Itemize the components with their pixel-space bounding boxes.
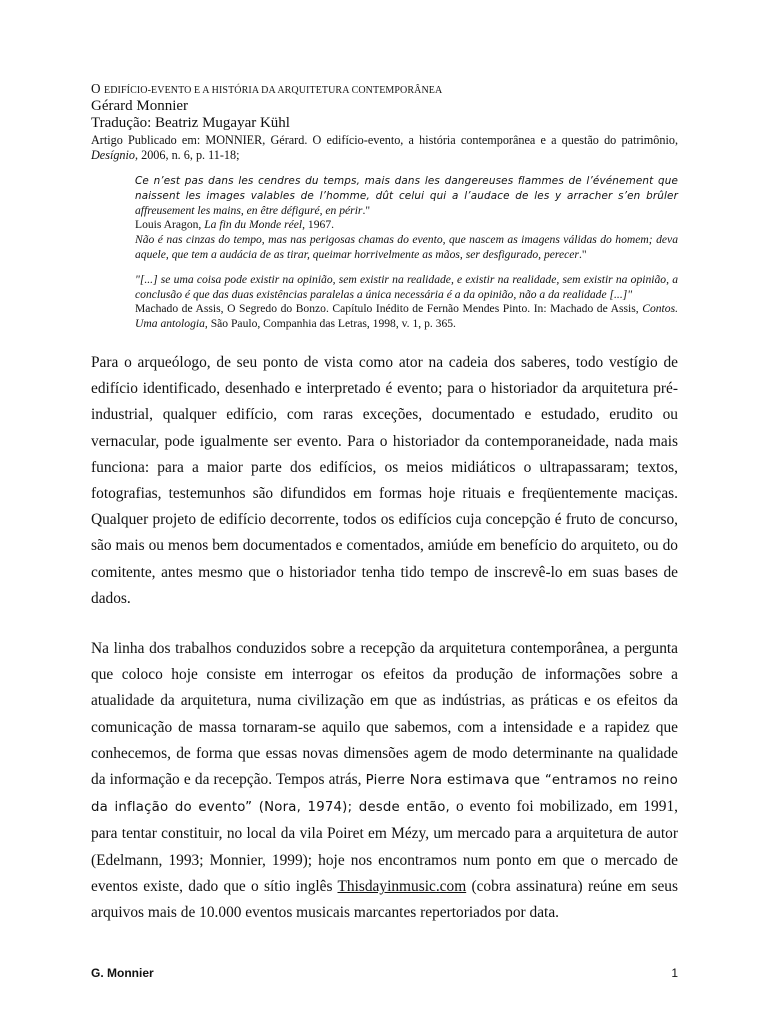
body-paragraph-2: Na linha dos trabalhos conduzidos sobre a recepção da arquitetura contemporânea, a pergunta que coloco hoje consiste em interrogar os efeitos da produção de informações sobre a atualidade da arquitetura, numa civilização em que as indústrias, as práticas e os efeitos da comunicação de massa tornaram-se aquilo que sabemos, com a intensidade e a rapidez que conhecemos, de forma que essas novas dimensões agem de modo determinante na qualidade da informação e da recepção. Tempos atrás, Pierre Nora estimava que “entramos no reino da inflação do evento” (Nora, 1974); desde então, o evento foi mobilizado, em 1991, para tentar constituir, no local da vila Poiret em Mézy, um mercado para a arquitetura de autor (Edelmann, 1993; Monnier, 1999); hoje nos encontramos num ponto em que o mercado de eventos existe, dado que o sítio inglês Thisdayinmusic.com (cobra assinatura) reúne em seus arquivos mais de 10.000 eventos musicais marcantes repertoriados por data. xyxy=(91,640,679,922)
page-number: 1 xyxy=(671,966,678,980)
author-name: Gérard Monnier xyxy=(91,98,189,114)
thisdayinmusic-link[interactable]: Thisdayinmusic.com xyxy=(337,877,467,895)
epigraph-french: Ce n’est pas dans les cendres du temps, mais dans les dangereuses flammes de l’événement que naissent les images valables de l’homme, dût celui qui a l’audace de les y arracher s’en brûler affreusement les mains, en être défiguré, en périr." xyxy=(135,175,678,217)
epigraph-portuguese: Não é nas cinzas do tempo, mas nas perigosas chamas do evento, que nascem as imagens válidas do homem; deva aquele, que tem a audácia de as tirar, queimar horrivelmente as mãos, ser desfigurado, perecer." xyxy=(135,233,678,261)
article-title: O EDIFÍCIO-EVENTO E A HISTÓRIA DA ARQUITETURA CONTEMPORÂNEA xyxy=(91,81,443,96)
epigraphs xyxy=(135,174,678,332)
epigraph-machado: "[...] se uma coisa pode existir na opinião, sem existir na realidade, e existir na realidade, sem existir na opinião, a conclusão é que das duas existências paralelas a única necessária é a da opinião, não a da realidade [...]" xyxy=(135,272,678,301)
body-text xyxy=(91,350,678,926)
epigraph-french-source: Louis Aragon, La fin du Monde réel, 1967. xyxy=(135,218,335,232)
page-footer xyxy=(91,966,678,980)
translator-line: Tradução: Beatriz Mugayar Kühl xyxy=(91,115,290,131)
footer-author: G. Monnier xyxy=(91,966,154,980)
body-paragraph-1: Para o arqueólogo, de seu ponto de vista como ator na cadeia dos saberes, todo vestígio de edifício identificado, desenhado e interpretado é evento; para o historiador da arquitetura pré-industrial, qualquer edifício, com raras exceções, documentado e estudado, erudito ou vernacular, pode igualmente ser evento. Para o historiador da contemporaneidade, nada mais funciona: para a maior parte dos edifícios, os meios midiáticos o ultrapassaram; textos, fotografias, testemunhos são difundidos em formas hoje rituais e freqüentemente maciças. Qualquer projeto de edifício decorrente, todos os edifícios cuja concepção é fruto de concurso, são mais ou menos bem documentados e comentados, amiúde em benefício do arquiteto, ou do comitente, antes mesmo que o historiador tenha tido tempo de inscrevê-lo em suas bases de dados. xyxy=(91,353,678,607)
publication-reference: Artigo Publicado em: MONNIER, Gérard. O edifício-evento, a história contemporânea e a questão do patrimônio, Desígnio, 2006, n. 6, p. 11-18; xyxy=(91,133,678,162)
epigraph-machado-source: Machado de Assis, O Segredo do Bonzo. Capítulo Inédito de Fernão Mendes Pinto. In: Machado de Assis, Contos. Uma antologia, São Paulo, Companhia das Letras, 1998, v. 1, p. 365. xyxy=(135,302,678,331)
page-content xyxy=(91,81,678,926)
